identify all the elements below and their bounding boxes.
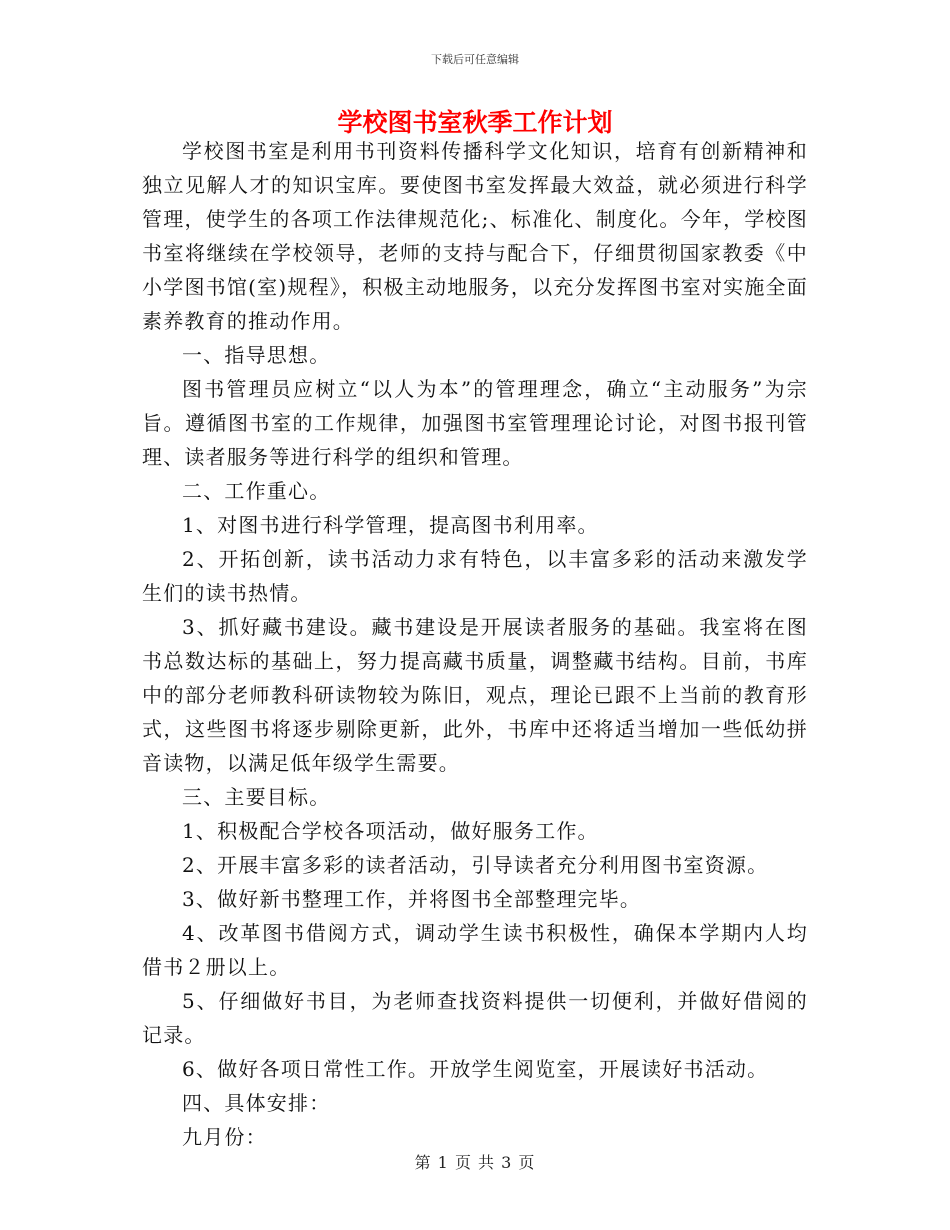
paragraph-intro: 学校图书室是利用书刊资料传播科学文化知识，培育有创新精神和独立见解人才的知识宝库。要使图书室发挥最大效益，就必须进行科学管理，使学生的各项工作法律规范化;、标准化、制度化。今年，学校图书室将继续在学校领导，老师的支持与配合下，仔细贯彻国家教委《中小学图书馆(室)规程》，积极主动地服务，以充分发挥图书室对实施全面素养教育的推动作用。 <box>142 139 808 333</box>
list-item: 2、开展丰富多彩的读者活动，引导读者充分利用图书室资源。 <box>182 853 769 877</box>
section-heading-work-focus: 二、工作重心。 <box>182 479 331 503</box>
list-item: 6、做好各项日常性工作。开放学生阅览室，开展读好书活动。 <box>182 1057 769 1081</box>
list-item: 4、改革图书借阅方式，调动学生读书积极性，确保本学期内人均借书２册以上。 <box>142 921 808 979</box>
document-title: 学校图书室秋季工作计划 <box>337 108 613 137</box>
section-heading-guiding-thought: 一、指导思想。 <box>182 343 331 367</box>
page-header: 下载后可任意编辑 <box>431 53 519 66</box>
list-item: 3、做好新书整理工作，并将图书全部整理完毕。 <box>182 887 642 911</box>
page-number-footer: 第 1 页 共 3 页 <box>414 1153 536 1172</box>
section-heading-main-goals: 三、主要目标。 <box>182 785 331 809</box>
list-item: 1、对图书进行科学管理，提高图书利用率。 <box>182 513 599 537</box>
list-item: 5、仔细做好书目，为老师查找资料提供一切便利，并做好借阅的记录。 <box>142 989 808 1047</box>
list-item: 3、抓好藏书建设。藏书建设是开展读者服务的基础。我室将在图书总数达标的基础上，努力提高藏书质量，调整藏书结构。目前，书库中的部分老师教科研读物较为陈旧，观点，理论已跟不上当前的教育形式，这些图书将逐步剔除更新，此外，书库中还将适当增加一些低幼拼音读物，以满足低年级学生需要。 <box>142 615 808 775</box>
document-body <box>142 134 808 1154</box>
list-item: 1、积极配合学校各项活动，做好服务工作。 <box>182 819 599 843</box>
list-item: 2、开拓创新，读书活动力求有特色，以丰富多彩的活动来激发学生们的读书热情。 <box>142 547 808 605</box>
section-heading-arrangement: 四、具体安排： <box>182 1091 331 1115</box>
paragraph-guiding-thought: 图书管理员应树立“以人为本”的管理理念，确立“主动服务”为宗旨。遵循图书室的工作规律，加强图书室管理理论讨论，对图书报刊管理、读者服务等进行科学的组织和管理。 <box>142 377 808 469</box>
month-heading-september: 九月份： <box>182 1125 267 1149</box>
